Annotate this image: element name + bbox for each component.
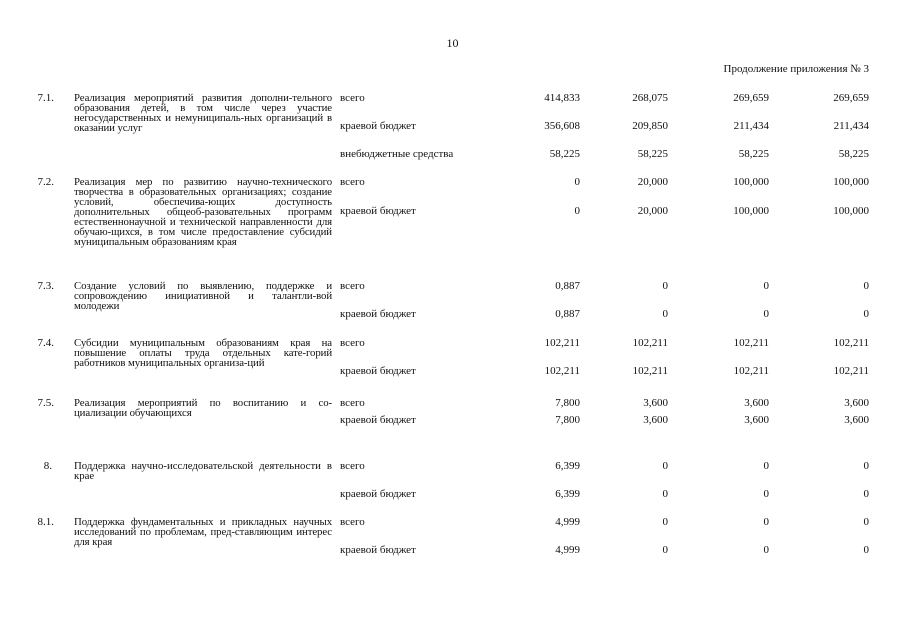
value-cell: 3,600 bbox=[744, 414, 769, 426]
value-cell: 0 bbox=[763, 544, 769, 556]
value-cell: 3,600 bbox=[744, 397, 769, 409]
value-cell: 20,000 bbox=[637, 205, 668, 217]
row-title: Поддержка фундаментальных и прикладных научных исследований по проблемам, пред-ставляющим интерес для края bbox=[74, 516, 332, 548]
value-cell: 0 bbox=[863, 460, 869, 472]
value-cell: 6,399 bbox=[555, 488, 580, 500]
page-number: 10 bbox=[446, 36, 459, 50]
value-cell: 102,211 bbox=[632, 337, 668, 349]
value-cell: 356,608 bbox=[544, 120, 580, 132]
value-cell: 0 bbox=[863, 308, 869, 320]
value-cell: 3,600 bbox=[643, 414, 668, 426]
value-cell: 20,000 bbox=[637, 176, 668, 188]
value-cell: 0 bbox=[763, 460, 769, 472]
row-code: 7.5. bbox=[37, 397, 54, 409]
value-cell: 268,075 bbox=[632, 92, 668, 104]
source-label: краевой бюджет bbox=[340, 488, 416, 500]
source-label: всего bbox=[340, 280, 365, 292]
source-label: краевой бюджет bbox=[340, 308, 416, 320]
value-cell: 102,211 bbox=[632, 365, 668, 377]
value-cell: 58,225 bbox=[738, 148, 769, 160]
row-title: Реализация мероприятий развития дополни-тельного образования детей, в том числе через участие негосударственных и немуниципаль-ных организаций в оказании услуг bbox=[74, 92, 332, 134]
value-cell: 0 bbox=[574, 205, 580, 217]
value-cell: 102,211 bbox=[733, 365, 769, 377]
value-cell: 3,600 bbox=[643, 397, 668, 409]
row-title: Субсидии муниципальным образованиям края на повышение оплаты труда отдельных кате-горий работников муниципальных организа-ций bbox=[74, 337, 332, 369]
value-cell: 0 bbox=[763, 280, 769, 292]
value-cell: 100,000 bbox=[733, 176, 769, 188]
row-code: 7.1. bbox=[37, 92, 54, 104]
value-cell: 58,225 bbox=[637, 148, 668, 160]
row-code: 7.2. bbox=[37, 176, 54, 188]
value-cell: 269,659 bbox=[733, 92, 769, 104]
value-cell: 414,833 bbox=[544, 92, 580, 104]
value-cell: 209,850 bbox=[632, 120, 668, 132]
source-label: краевой бюджет bbox=[340, 120, 416, 132]
source-label: краевой бюджет bbox=[340, 544, 416, 556]
value-cell: 0 bbox=[662, 544, 668, 556]
value-cell: 0,887 bbox=[555, 308, 580, 320]
value-cell: 3,600 bbox=[844, 414, 869, 426]
value-cell: 0 bbox=[662, 308, 668, 320]
value-cell: 211,434 bbox=[833, 120, 869, 132]
row-title: Создание условий по выявлению, поддержке и сопровождению инициативной и талантли-вой молодежи bbox=[74, 280, 332, 312]
value-cell: 0,887 bbox=[555, 280, 580, 292]
source-label: всего bbox=[340, 176, 365, 188]
value-cell: 0 bbox=[863, 280, 869, 292]
value-cell: 0 bbox=[662, 280, 668, 292]
value-cell: 211,434 bbox=[733, 120, 769, 132]
source-label: краевой бюджет bbox=[340, 365, 416, 377]
value-cell: 102,211 bbox=[544, 337, 580, 349]
source-label: всего bbox=[340, 397, 365, 409]
source-label: краевой бюджет bbox=[340, 414, 416, 426]
row-code: 8.1. bbox=[37, 516, 54, 528]
source-label: краевой бюджет bbox=[340, 205, 416, 217]
value-cell: 0 bbox=[763, 308, 769, 320]
source-label: всего bbox=[340, 460, 365, 472]
row-code: 8. bbox=[43, 460, 52, 472]
source-label: всего bbox=[340, 516, 365, 528]
value-cell: 0 bbox=[763, 516, 769, 528]
value-cell: 0 bbox=[574, 176, 580, 188]
row-title: Поддержка научно-исследовательской деятельности в крае bbox=[74, 460, 332, 482]
value-cell: 100,000 bbox=[733, 205, 769, 217]
value-cell: 102,211 bbox=[833, 365, 869, 377]
value-cell: 7,800 bbox=[555, 414, 580, 426]
value-cell: 0 bbox=[662, 460, 668, 472]
value-cell: 58,225 bbox=[838, 148, 869, 160]
value-cell: 102,211 bbox=[733, 337, 769, 349]
value-cell: 100,000 bbox=[833, 205, 869, 217]
value-cell: 6,399 bbox=[555, 460, 580, 472]
value-cell: 0 bbox=[763, 488, 769, 500]
value-cell: 0 bbox=[662, 516, 668, 528]
row-code: 7.3. bbox=[37, 280, 54, 292]
value-cell: 4,999 bbox=[555, 544, 580, 556]
value-cell: 3,600 bbox=[844, 397, 869, 409]
value-cell: 102,211 bbox=[544, 365, 580, 377]
value-cell: 0 bbox=[863, 516, 869, 528]
value-cell: 7,800 bbox=[555, 397, 580, 409]
source-label: внебюджетные средства bbox=[340, 148, 454, 160]
value-cell: 100,000 bbox=[833, 176, 869, 188]
value-cell: 58,225 bbox=[549, 148, 580, 160]
source-label: всего bbox=[340, 337, 365, 349]
value-cell: 0 bbox=[863, 544, 869, 556]
row-title: Реализация мероприятий по воспитанию и со-циализации обучающихся bbox=[74, 397, 332, 419]
value-cell: 0 bbox=[863, 488, 869, 500]
continuation-label: Продолжение приложения № 3 bbox=[723, 63, 869, 75]
value-cell: 4,999 bbox=[555, 516, 580, 528]
row-title: Реализация мер по развитию научно-технического творчества в образовательных организациях; создание условий, обеспечива-ющих доступность дополнительных общеоб-разовательных программ естественнонаучной и технической направленности для обучаю-щихся, в том числе предоставление субсидий муниципальным образованиям края bbox=[74, 176, 332, 248]
source-label: всего bbox=[340, 92, 365, 104]
value-cell: 102,211 bbox=[833, 337, 869, 349]
value-cell: 0 bbox=[662, 488, 668, 500]
row-code: 7.4. bbox=[37, 337, 54, 349]
value-cell: 269,659 bbox=[833, 92, 869, 104]
